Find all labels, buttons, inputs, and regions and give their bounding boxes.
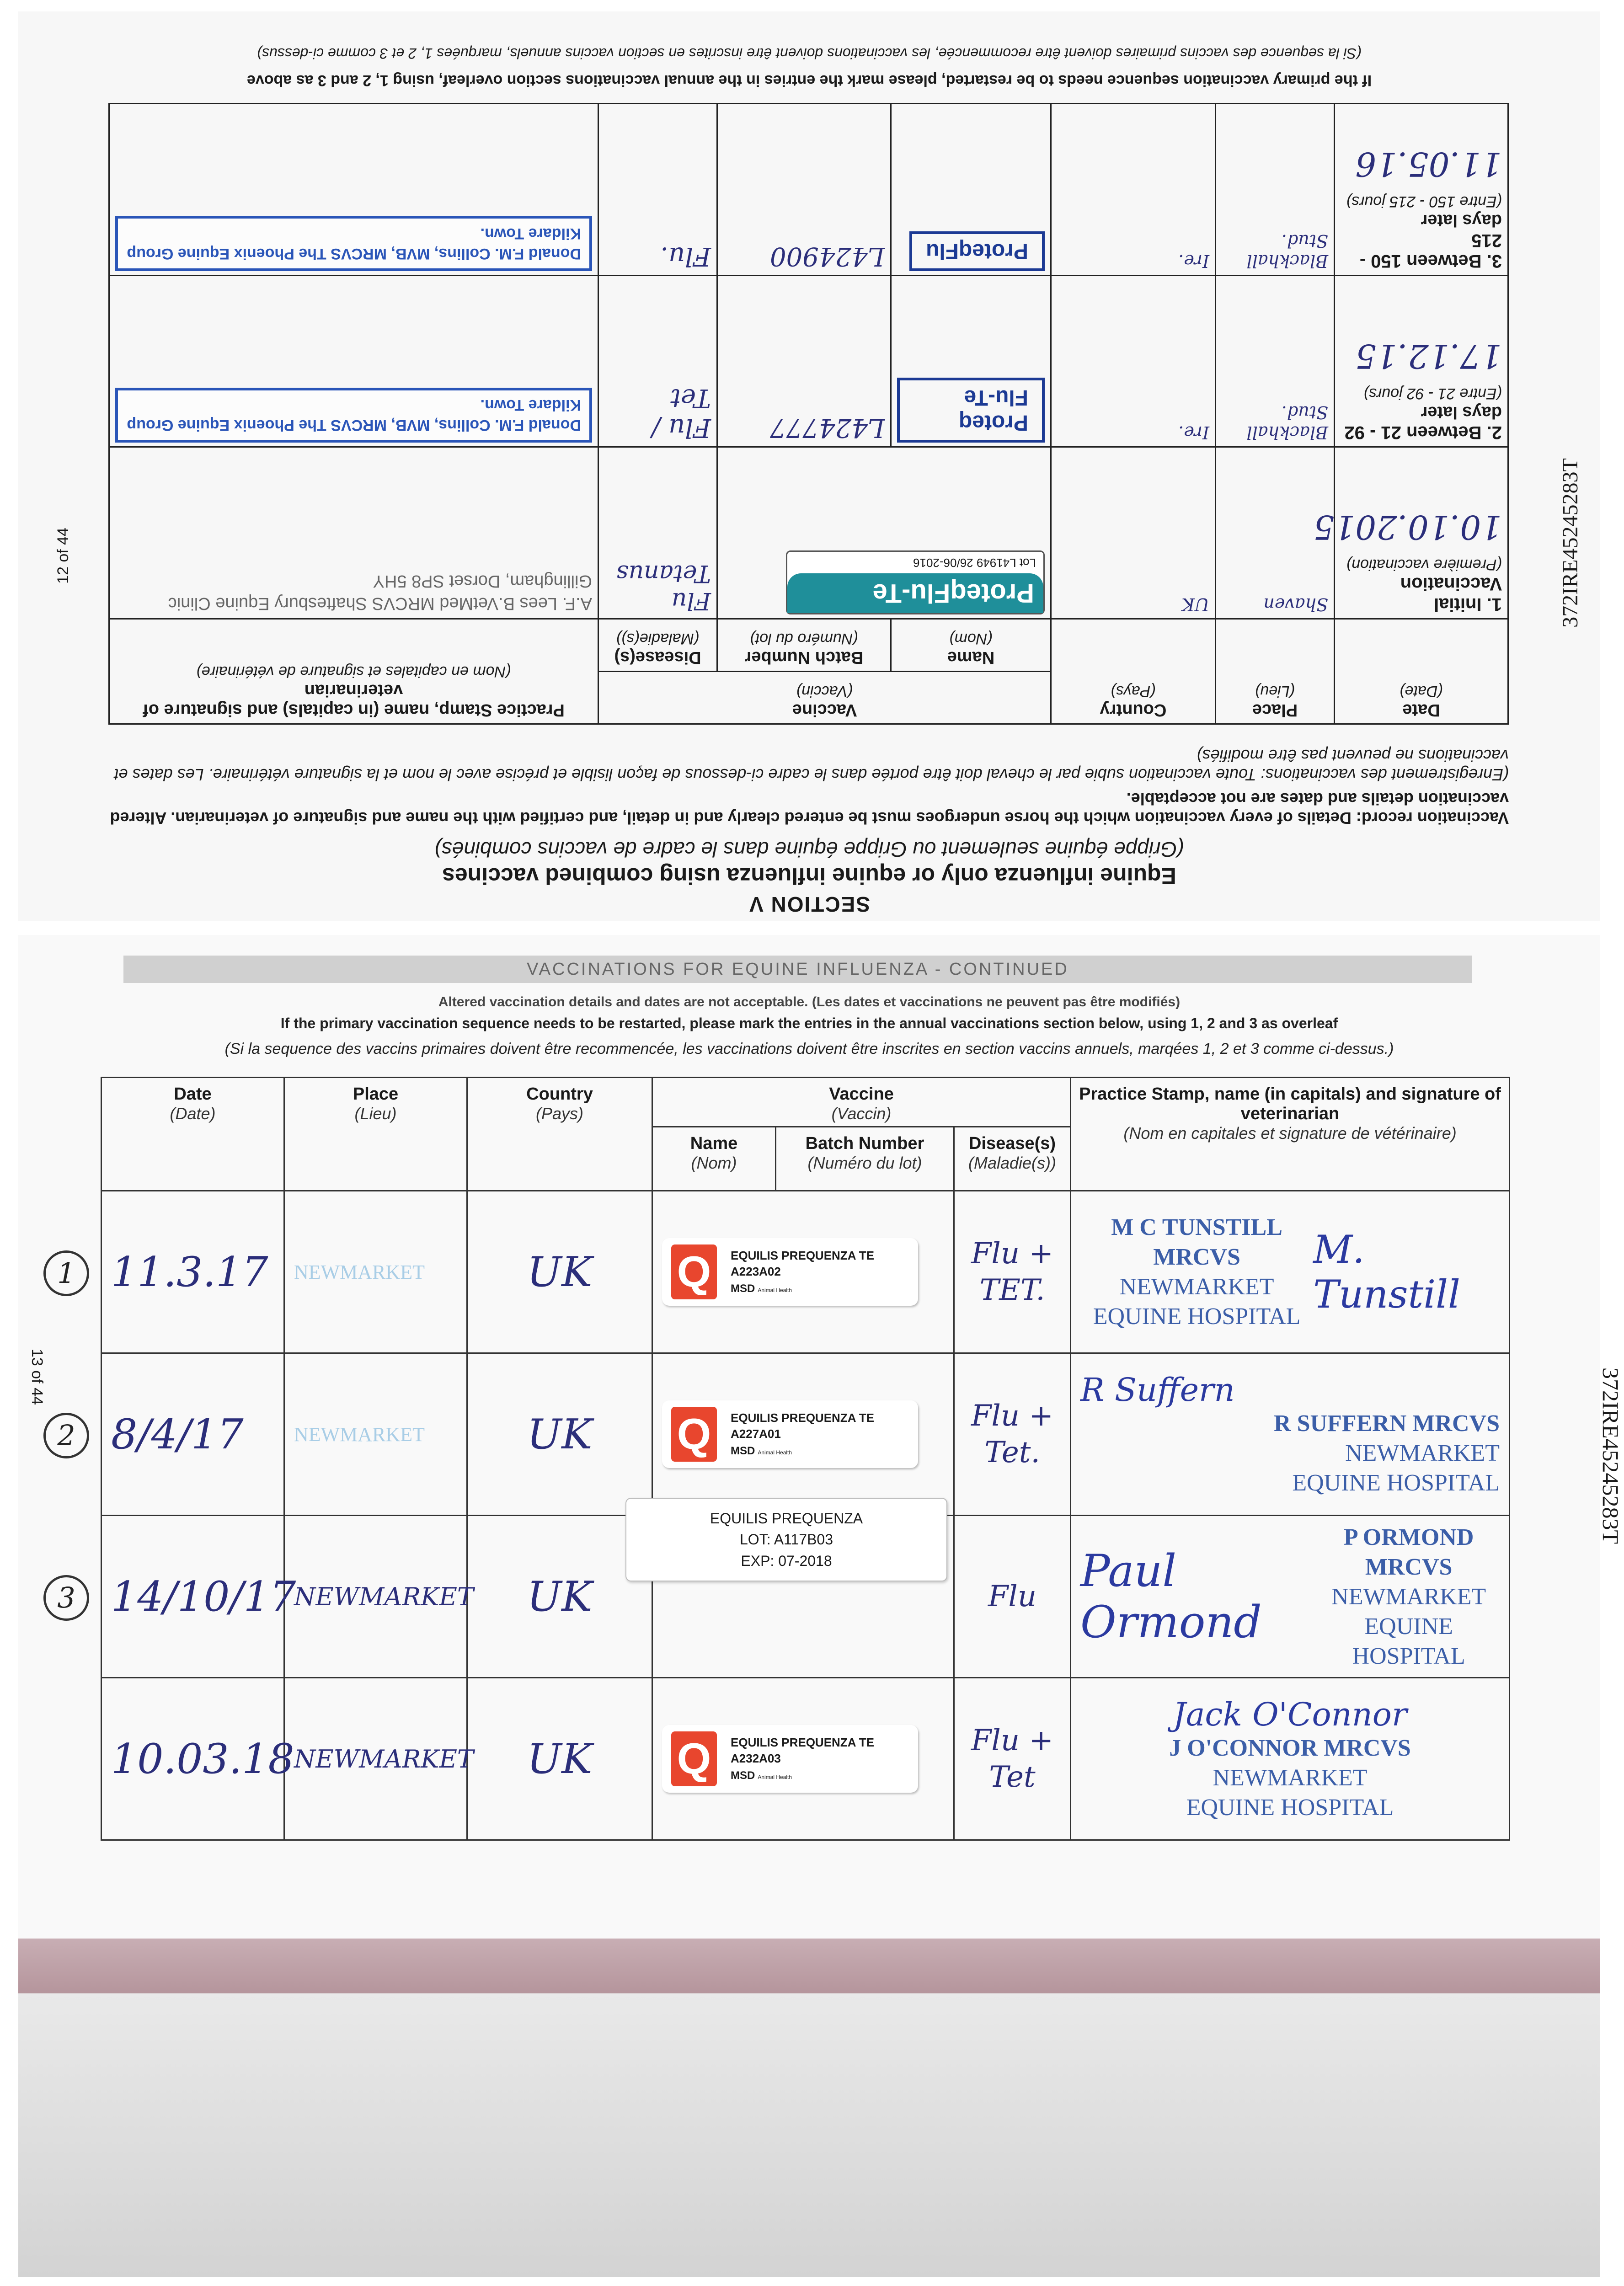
header-practice-stamp: Practice Stamp, name (in capitals) and signature of veterinarian (Nom en capitales et signature de vétérinaire) [1071, 1078, 1510, 1191]
annual-vaccination-table [101, 1077, 1510, 1841]
header-country: Country (Pays) [467, 1078, 652, 1191]
altered-notice: Altered vaccination details and dates are not acceptable. (Les dates et vaccinations ne peuvent pas être modifiés) [438, 994, 1181, 1009]
vet-signature: R Suffern [1080, 1371, 1235, 1409]
vaccination-country: UK [467, 1516, 652, 1678]
vaccination-date: 8/4/17 [102, 1353, 284, 1516]
section-title: SECTION V [748, 892, 870, 916]
header-name: Name (Nom) [652, 1127, 776, 1191]
header-disease: Disease(s) (Maladie(s)) [954, 1127, 1071, 1191]
vet-cell [1071, 1516, 1510, 1678]
table-row [109, 447, 1508, 619]
row-label-fr: (Entre 150 - 215 jours) [1346, 192, 1502, 210]
disease: Flu. [598, 104, 717, 276]
vaccination-country: Ire. [1051, 275, 1216, 447]
vaccination-place: NEWMARKET [284, 1516, 467, 1678]
vaccine-name-cell [891, 275, 1051, 447]
disease: Flu + Tet [954, 1678, 1071, 1840]
vet-stamp: Donald F.M. Collins, MVB, MRCVS The Phoenix Equine Group Kildare Town. [115, 388, 592, 443]
vet-cell [1071, 1191, 1510, 1353]
vet-cell [109, 275, 598, 447]
table-row [102, 1678, 1510, 1840]
vet-stamp: P ORMOND MRCVS NEWMARKET EQUINE HOSPITAL [1331, 1524, 1486, 1669]
header-date: Date (Date) [102, 1078, 284, 1191]
expiry-date: EXP: 07-2018 [741, 1552, 832, 1569]
vaccine-sticker [786, 550, 1045, 614]
header-name: Name (Nom) [891, 619, 1051, 672]
vaccine-lot: Lot L41949 26/06-2016 [913, 556, 1036, 570]
vet-signature: M. Tunstill [1313, 1227, 1460, 1317]
vet-signature: Jack O'Connor [1173, 1695, 1407, 1733]
vaccination-date: 17.12.15 [1355, 337, 1502, 376]
initial-vaccination-table [108, 103, 1509, 725]
vet-stamp: R SUFFERN MRCVS NEWMARKET EQUINE HOSPITAL [1274, 1410, 1500, 1496]
batch-number: A223A02 [731, 1264, 781, 1278]
sequence-marker: 1 [43, 1250, 89, 1296]
page-number: 13 of 44 [28, 1349, 46, 1405]
table-row [102, 1516, 1510, 1678]
vaccination-place: NEWMARKET [284, 1353, 467, 1516]
disease: Flu [954, 1516, 1071, 1678]
vet-stamp: A.F. Lees B.VetMed MRCVS Shaftesbury Equine Clinic Gillingham, Dorset SP8 5HY [109, 447, 598, 619]
header-place: Place (Lieu) [1216, 619, 1335, 724]
vaccination-place: Blackhall Stud. [1216, 104, 1335, 276]
vaccine-name: EQUILIS PREQUENZA TE [731, 1248, 874, 1262]
table-row [102, 1191, 1510, 1353]
vet-stamp: M C TUNSTILL MRCVS NEWMARKET EQUINE HOSPITAL [1093, 1214, 1301, 1330]
vaccine-sticker [662, 1725, 918, 1793]
passport-cover-edge [18, 1939, 1600, 1993]
vaccination-date: 14/10/17 [102, 1516, 284, 1678]
disease: Flu Tetanus [598, 447, 717, 619]
vaccine-brand: ProteqFlu-Te [787, 573, 1043, 613]
top-page-upside-down [18, 11, 1600, 921]
disease: Flu / Tet [598, 275, 717, 447]
vaccination-date: 11.05.16 [1355, 144, 1502, 183]
row-label: 3. Between 150 - 215 [1359, 230, 1502, 271]
section-heading: Equine influenza only or equine influenza using combined vaccines [442, 863, 1176, 889]
row-label-fr: (Première vaccination) [1346, 556, 1502, 574]
restart-footnote: If the primary vaccination sequence needs to be restarted, please mark the entries in the annual vaccinations section overleaf, using 1, 2 and 3 as above [246, 72, 1372, 89]
restart-instructions-fr: (Si la sequence des vaccins primaires doivent être recommencée, les vaccinations doivent être inscrites en section vaccins annuels, marqées 1, 2 et 3 comme ci-dessus.) [224, 1040, 1394, 1058]
header-practice-stamp: Practice Stamp, name (in capitals) and signature of veterinarian (Nom en capitales et signature de vétérinaire) [109, 619, 598, 724]
vaccination-country: Ire. [1051, 104, 1216, 276]
vaccination-place: NEWMARKET [284, 1191, 467, 1353]
vaccine-name-cell [891, 104, 1051, 276]
scan-background [18, 1993, 1600, 2277]
vet-stamp: Donald F.M. Collins, MVB, MRCVS The Phoenix Equine Group Kildare Town. [115, 216, 592, 271]
page-number: 12 of 44 [54, 528, 72, 584]
header-place: Place (Lieu) [284, 1078, 467, 1191]
row-label: 2. Between 21 - 92 [1344, 422, 1502, 443]
vaccine-sticker [662, 1238, 918, 1306]
passport-serial: 372IRE45245283T [1558, 458, 1583, 628]
header-batch: Batch Number (Numéro du lot) [776, 1127, 954, 1191]
vaccination-country: UK [467, 1353, 652, 1516]
table-row [102, 1353, 1510, 1516]
disease: Flu + TET. [954, 1191, 1071, 1353]
sequence-marker: 3 [43, 1575, 89, 1621]
vaccine-name: EQUILIS PREQUENZA TE [731, 1735, 874, 1749]
equilis-q-logo-icon: Q [671, 1244, 717, 1299]
batch-number: A232A03 [731, 1751, 781, 1765]
vaccine-label-cell [717, 447, 1051, 619]
table-row [109, 104, 1508, 276]
vaccination-place: NEWMARKET [284, 1678, 467, 1840]
batch-number: L424777 [717, 275, 891, 447]
vaccine-name-stamp: ProteqFlu [909, 231, 1045, 271]
header-date: Date (Date) [1335, 619, 1508, 724]
vaccination-date: 10.03.18 [102, 1678, 284, 1840]
header-country: Country (Pays) [1051, 619, 1216, 724]
row-label-cell [1335, 275, 1508, 447]
passport-serial: 372IRE45245283T [1598, 1367, 1624, 1544]
row-label-cell [1335, 104, 1508, 276]
row-label-fr: (Entre 21 - 92 jours) [1363, 385, 1502, 403]
header-vaccine: Vaccine (Vaccin) [652, 1078, 1071, 1127]
msd-logo: MSD Animal Health [731, 1444, 792, 1457]
record-instructions: Vaccination record: Details of every vaccination which the horse undergoes must be entered clearly and in detail, and certified with the name and signature of veterinarian. Altered vaccination details and dates are not acceptable. [110, 790, 1509, 828]
vaccine-sticker-cell [652, 1678, 954, 1840]
section-heading-fr: (Grippe équine seulement ou Grippe équine dans le cadre de vaccins combinés) [434, 838, 1184, 861]
vaccine-sticker-cell [652, 1353, 954, 1516]
vaccine-name-stamp: Proteq Flu-Te [897, 378, 1045, 443]
record-instructions-fr: (Enregistrement des vaccinations: Toute vaccination subie par le cheval doit être portée dans le cadre ci-dessous de façon lisible et précise avec le nom et la signature vétérinaire. Les dates et vaccinations ne peuvent pas être modifiés) [114, 746, 1509, 784]
vaccination-country: UK [467, 1678, 652, 1840]
equilis-q-logo-icon: Q [671, 1407, 717, 1462]
msd-logo: MSD Animal Health [731, 1282, 792, 1295]
row-label-cell [1313, 447, 1508, 619]
vet-cell [1071, 1353, 1510, 1516]
vet-stamp: J O'CONNOR MRCVS NEWMARKET EQUINE HOSPITAL [1169, 1735, 1411, 1821]
vaccination-date: 11.3.17 [102, 1191, 284, 1353]
vet-signature: Paul Ormond [1080, 1545, 1262, 1648]
vaccination-country: UK [467, 1191, 652, 1353]
vet-cell [1071, 1678, 1510, 1840]
equilis-q-logo-icon: Q [671, 1731, 717, 1786]
sequence-marker: 2 [43, 1413, 89, 1458]
header-disease: Disease(s) (Maladie(s)) [598, 619, 717, 672]
table-row [109, 275, 1508, 447]
row-label-sub: days later [1421, 403, 1502, 422]
header-batch: Batch Number (Numéro du lot) [717, 619, 891, 672]
vaccine-name: EQUILIS PREQUENZA TE [731, 1410, 874, 1425]
row-label-sub: days later [1421, 210, 1502, 230]
restart-footnote-fr: (Si la sequence des vaccins primaires doivent être recommencée, les vaccinations doivent être inscrites en section vaccins annuels, marquées 1, 2 et 3 comme ci-dessus) [257, 45, 1362, 62]
restart-instructions: If the primary vaccination sequence needs to be restarted, please mark the entries in the annual vaccinations section below, using 1, 2 and 3 as overleaf [280, 1015, 1338, 1031]
msd-logo: MSD Animal Health [731, 1769, 792, 1782]
bottom-page [18, 935, 1624, 1941]
vaccination-place: Shaven [1216, 447, 1335, 619]
disease: Flu + Tet. [954, 1353, 1071, 1516]
vaccine-label-cell [652, 1510, 954, 1678]
batch-number: L424900 [717, 104, 891, 276]
header-vaccine: Vaccine (Vaccin) [598, 672, 1051, 724]
vet-cell [109, 104, 598, 276]
batch-number: LOT: A117B03 [740, 1531, 833, 1548]
vaccine-sticker-cell [652, 1191, 954, 1353]
vaccination-country: UK [1051, 447, 1216, 619]
vaccine-lot-label [625, 1498, 947, 1581]
vaccine-name: EQUILIS PREQUENZA [710, 1510, 863, 1527]
batch-number: A227A01 [731, 1426, 781, 1441]
continued-banner: VACCINATIONS FOR EQUINE INFLUENZA - CONTINUED [123, 956, 1472, 983]
vaccine-sticker [662, 1400, 918, 1468]
vaccination-place: Blackhall Stud. [1216, 275, 1335, 447]
vaccination-date: 10.10.2015 [1313, 508, 1502, 547]
row-label: 1. Initial Vaccination [1400, 574, 1502, 615]
